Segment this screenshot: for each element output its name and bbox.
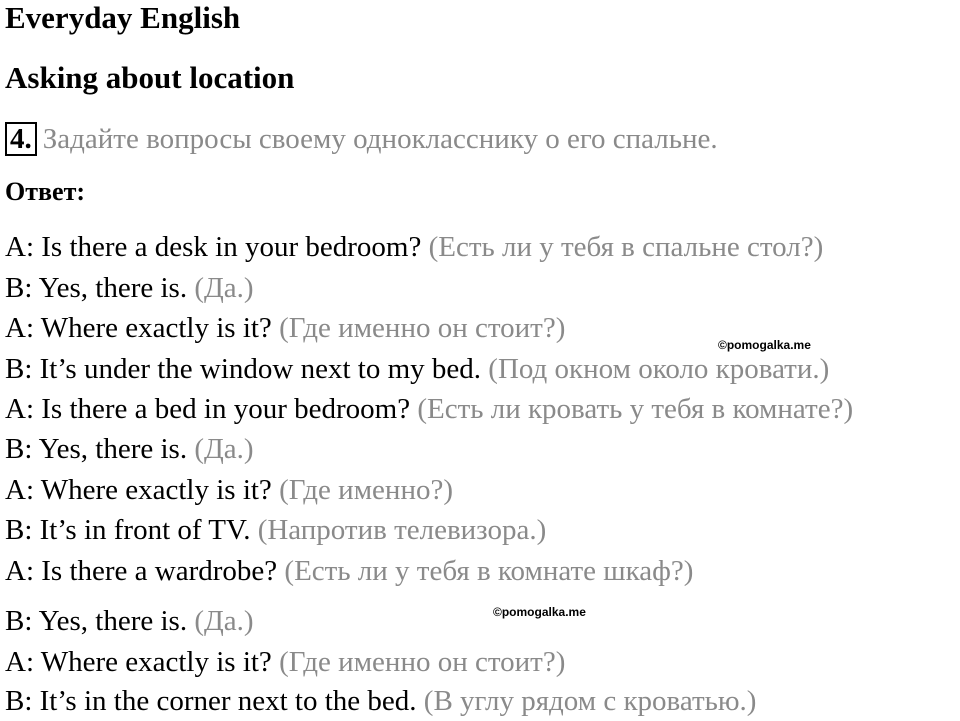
dialogue-translation: (В углу рядом с кроватью.) (423, 685, 757, 717)
dialogue-translation: (Да.) (194, 272, 254, 304)
dialogue-line (5, 554, 693, 588)
dialogue-english: A: Is there a wardrobe? (5, 555, 278, 587)
dialogue-english: B: It’s in the corner next to the bed. (5, 685, 417, 717)
task-number-badge: 4. (5, 122, 37, 156)
dialogue-translation: (Напротив телевизора.) (257, 514, 547, 546)
dialogue-line (5, 311, 565, 345)
watermark: ©pomogalka.me (493, 605, 586, 619)
dialogue-line (5, 230, 823, 264)
dialogue-line (5, 432, 254, 466)
dialogue-english: A: Where exactly is it? (5, 646, 272, 678)
answer-label: Ответ: (5, 177, 86, 206)
task-text: Задайте вопросы своему однокласснику о его спальне. (42, 123, 718, 155)
dialogue-line (5, 392, 853, 426)
dialogue-english: A: Where exactly is it? (5, 474, 272, 506)
dialogue-translation: (Есть ли кровать у тебя в комнате?) (417, 393, 854, 425)
dialogue-line (5, 513, 546, 547)
section-subtitle: Asking about location (5, 60, 295, 95)
dialogue-english: B: Yes, there is. (5, 272, 188, 304)
dialogue-english: A: Is there a desk in your bedroom? (5, 231, 422, 263)
dialogue-english: B: It’s under the window next to my bed. (5, 353, 482, 385)
dialogue-translation: (Есть ли у тебя в спальне стол?) (428, 231, 824, 263)
dialogue-translation: (Есть ли у тебя в комнате шкаф?) (284, 555, 694, 587)
dialogue-translation: (Да.) (194, 605, 254, 637)
dialogue-english: B: Yes, there is. (5, 433, 188, 465)
dialogue-line (5, 473, 453, 507)
dialogue-english: B: Yes, there is. (5, 605, 188, 637)
dialogue-line (5, 352, 829, 386)
dialogue-line (5, 684, 756, 718)
dialogue-translation: (Под окном около кровати.) (488, 353, 830, 385)
dialogue-translation: (Да.) (194, 433, 254, 465)
dialogue-english: A: Where exactly is it? (5, 312, 272, 344)
dialogue-translation: (Где именно он стоит?) (279, 312, 566, 344)
dialogue-english: A: Is there a bed in your bedroom? (5, 393, 411, 425)
dialogue-line (5, 645, 565, 679)
dialogue-line (5, 604, 254, 638)
watermark: ©pomogalka.me (718, 338, 811, 352)
dialogue-translation: (Где именно?) (279, 474, 453, 506)
task-statement (5, 122, 718, 156)
dialogue-line (5, 271, 254, 305)
dialogue-translation: (Где именно он стоит?) (279, 646, 566, 678)
page-title: Everyday English (5, 0, 241, 35)
dialogue-english: B: It’s in front of TV. (5, 514, 251, 546)
